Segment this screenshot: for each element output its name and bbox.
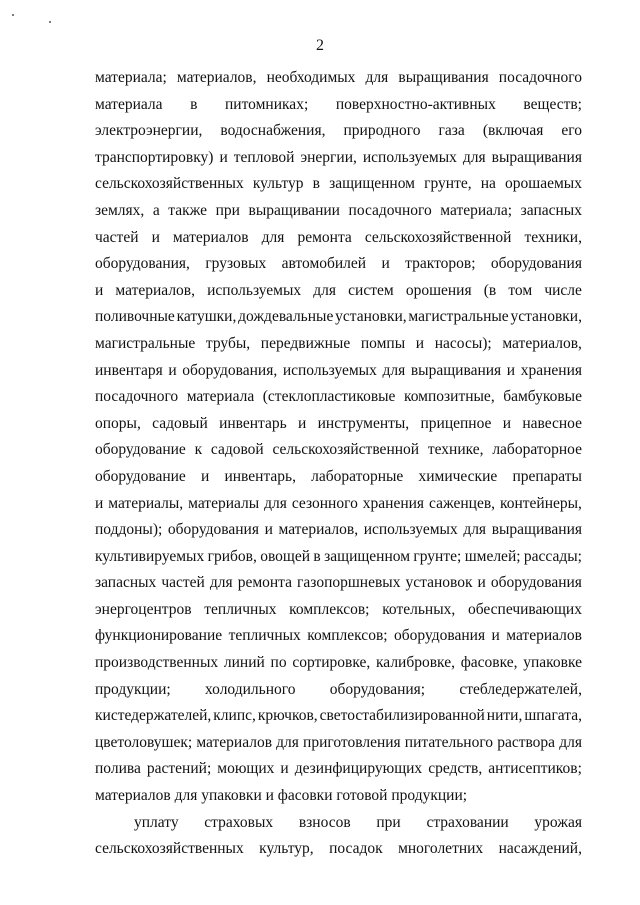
text-line: функционирование тепличных комплексов; оборудования и материалов: [95, 627, 582, 645]
text-line: цветоловушек; материалов для приготовления питательного раствора для: [95, 733, 582, 751]
text-line: электроэнергии, водоснабжения, природного газа (включая его: [95, 122, 582, 140]
paragraph: [95, 69, 582, 814]
text-line: транспортировку) и тепловой энергии, используемых для выращивания: [95, 148, 582, 166]
text-line: оборудование и инвентарь, лабораторные химические препараты: [95, 467, 582, 485]
paragraph: [95, 814, 582, 867]
text-line: культивируемых грибов, овощей в защищенном грунте; шмелей; рассады;: [95, 547, 582, 565]
document-body: [95, 69, 582, 867]
text-line: поддоны); оборудования и материалов, используемых для выращивания: [95, 521, 582, 539]
text-line: продукции; холодильного оборудования; стебледержателей,: [95, 680, 582, 698]
scan-speck: [49, 21, 51, 23]
text-line: землях, а также при выращивании посадочного материала; запасных: [95, 201, 582, 219]
text-line: частей и материалов для ремонта сельскохозяйственной техники,: [95, 228, 582, 246]
page-number: 2: [316, 37, 324, 54]
text-line: инвентаря и оборудования, используемых для выращивания и хранения: [95, 361, 582, 379]
text-line: полива растений; моющих и дезинфицирующих средств, антисептиков;: [95, 760, 582, 778]
text-line: оборудование к садовой сельскохозяйственной технике, лабораторное: [95, 441, 582, 459]
text-line: запасных частей для ремонта газопоршневых установок и оборудования: [95, 574, 582, 592]
text-line: кистедержателей, клипс, крючков, светостабилизированной нити, шпагата,: [95, 707, 582, 725]
text-line: оборудования, грузовых автомобилей и тракторов; оборудования: [95, 255, 582, 273]
text-line: сельскохозяйственных культур, посадок многолетних насаждений,: [95, 840, 582, 858]
text-line: производственных линий по сортировке, калибровке, фасовке, упаковке: [95, 654, 582, 672]
text-line: опоры, садовый инвентарь и инструменты, прицепное и навесное: [95, 414, 582, 432]
text-line: и материалы, материалы для сезонного хранения саженцев, контейнеры,: [95, 494, 582, 512]
text-line: уплату страховых взносов при страховании урожая: [134, 813, 582, 831]
text-line: энергоцентров тепличных комплексов; котельных, обеспечивающих: [95, 600, 582, 618]
text-line: материала; материалов, необходимых для выращивания посадочного: [95, 69, 582, 86]
text-line: поливочные катушки, дождевальные установки, магистральные установки,: [95, 308, 582, 326]
text-line: материалов для упаковки и фасовки готовой продукции;: [95, 787, 468, 805]
text-line: материала в питомниках; поверхностно-активных веществ;: [95, 95, 582, 113]
text-line: магистральные трубы, передвижные помпы и насосы); материалов,: [95, 334, 582, 352]
text-line: и материалов, используемых для систем орошения (в том числе: [95, 281, 582, 299]
scan-speck: [12, 14, 14, 16]
text-line: посадочного материала (стеклопластиковые композитные, бамбуковые: [95, 388, 582, 406]
text-line: сельскохозяйственных культур в защищенном грунте, на орошаемых: [95, 175, 582, 193]
